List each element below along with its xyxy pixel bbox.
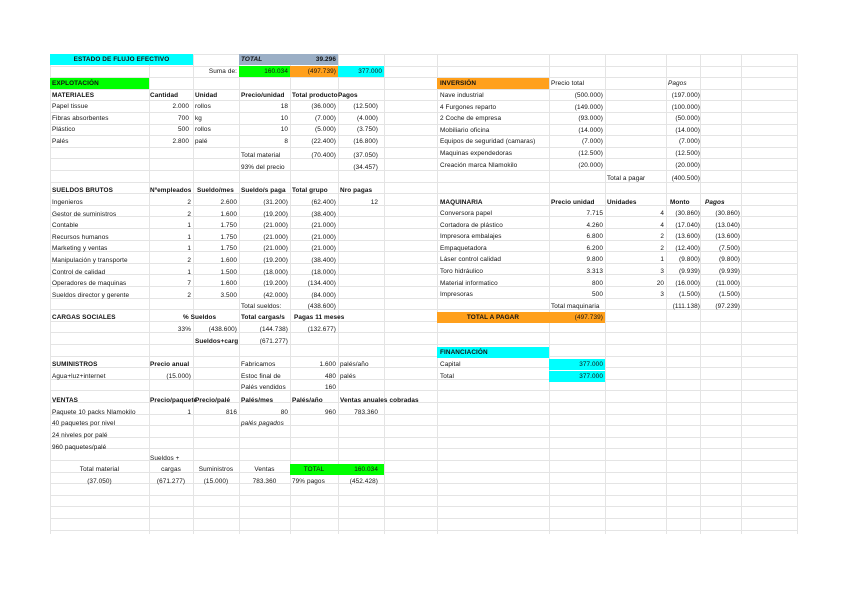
sue-row-paga: (21.000) <box>263 233 288 241</box>
sum-row-name: Agua+luz+internet <box>52 373 106 380</box>
mat-row-total: (36.000) <box>311 103 336 110</box>
sue-row-name: Gestor de suministros <box>52 210 117 218</box>
cargas-title: CARGAS SOCIALES <box>52 314 116 321</box>
res-h-5: 160.034 <box>354 466 378 473</box>
suma-label: Suma de: <box>208 68 237 75</box>
grid-row-line <box>50 518 797 519</box>
mat-h-0: MATERIALES <box>52 92 95 99</box>
sue-row-mes: 1.500 <box>220 268 237 276</box>
sue-row-n: 1 <box>187 268 191 276</box>
sue-row-paga: (31.200) <box>263 199 288 206</box>
maq-row-monto: (9.939) <box>679 268 700 275</box>
prod-unit: palés <box>340 372 356 380</box>
maq-row-price: 4.260 <box>586 221 603 229</box>
sum-title: SUMINISTROS <box>52 361 98 368</box>
mat-row-qty: 2.800 <box>172 137 189 145</box>
mat-row-name: Palés <box>52 137 69 145</box>
res-v-4: 79% pagos <box>292 478 325 485</box>
res-h-4: TOTAL <box>303 466 325 473</box>
maq-row-name: Toro hidráulico <box>440 268 484 275</box>
maq-row-units: 1 <box>660 256 664 264</box>
mat-row-total: (7.000) <box>315 114 336 122</box>
maq-row-monto: (12.400) <box>675 244 700 252</box>
res-v-5: (452.428) <box>349 478 378 485</box>
ven-h-2: Precio/palé <box>195 397 231 404</box>
maq-row-name: Láser control calidad <box>440 256 502 264</box>
mat-h-2: Unidad <box>195 92 218 99</box>
sue-row-total: (62.400) <box>311 199 336 206</box>
sue-row-n: 1 <box>187 245 191 253</box>
maq-h-3: Monto <box>670 199 690 206</box>
prod-label: Fabricamos <box>241 361 276 368</box>
sue-row-n: 2 <box>187 210 191 218</box>
ven-row-pm: 80 <box>280 409 288 416</box>
ven-note: palés pagados <box>241 420 284 427</box>
ven-row-va: 783.360 <box>354 409 378 416</box>
grid-row-line <box>50 344 797 345</box>
ven-h-3: Palés/mes <box>241 397 274 404</box>
maq-row-name: Material informatico <box>440 279 498 287</box>
inv-row-price: (12.500) <box>578 150 603 157</box>
grid-row-line <box>50 66 797 67</box>
inv-row-pagos: (20.000) <box>675 161 700 169</box>
cargas-value: (144.738) <box>259 326 288 333</box>
inv-row-name: Mobiliario oficina <box>440 126 490 134</box>
res-v-0: (37.050) <box>87 478 112 485</box>
mat-total-value: (70.400) <box>311 152 336 159</box>
sue-row-total: (18.000) <box>311 268 336 276</box>
fin-r1-label: Total <box>440 373 454 380</box>
sue-row-total: (84.000) <box>311 291 336 299</box>
ven-h-4: Palés/año <box>292 397 323 404</box>
sue-h-2: Sueldo/mes <box>197 187 234 194</box>
maq-row-pagos: (11.000) <box>715 279 740 287</box>
sue-row-total: (21.000) <box>311 222 336 230</box>
maq-row-units: 3 <box>660 268 664 275</box>
maq-row-units: 2 <box>660 244 664 252</box>
maq-row-price: 800 <box>592 279 603 287</box>
inv-row-pagos: (7.000) <box>679 138 700 146</box>
maq-row-pagos: (30.860) <box>715 210 740 217</box>
maq-h-2: Unidades <box>607 199 637 206</box>
maq-total-monto: (111.138) <box>672 303 700 310</box>
maq-row-name: Impresora embalajes <box>440 233 502 241</box>
sue-row-paga: (19.200) <box>263 280 288 288</box>
sue-h-4: Total grupo <box>292 187 328 194</box>
mat-row-price: 10 <box>280 126 288 134</box>
sue-row-name: Control de calidad <box>52 268 106 276</box>
fin-title: FINANCIACIÓN <box>440 349 488 356</box>
mat-row-pagos: (3.750) <box>357 126 378 134</box>
mat-row-unit: rollos <box>195 103 211 110</box>
grid-row-line <box>50 437 797 438</box>
tp-value: (497.739) <box>574 314 603 321</box>
sue-h-3: Sueldo/s paga <box>241 187 286 194</box>
maq-row-price: 9.800 <box>586 256 603 264</box>
sue-total-label: Total sueldos: <box>241 303 282 310</box>
prod-unit: palés/año <box>340 361 369 368</box>
prod-label: Palés vendidos <box>241 384 286 392</box>
res-h-3: Ventas <box>254 466 275 473</box>
inv-row-pagos: (50.000) <box>675 115 700 123</box>
inv-row-pagos: (12.500) <box>675 150 700 157</box>
grid-row-line <box>50 356 797 357</box>
inv-row-price: (93.000) <box>578 115 603 123</box>
maq-row-price: 7.715 <box>586 210 603 217</box>
mat-row-unit: palé <box>195 137 208 145</box>
res-top-1: Sueldos + <box>150 455 180 462</box>
ven-row-pp: 816 <box>226 409 237 416</box>
sue-row-name: Sueldos director y gerente <box>52 291 130 299</box>
sue-row-total: (38.400) <box>311 210 336 218</box>
maq-row-pagos: (1.500) <box>719 291 740 299</box>
mat-row-price: 18 <box>280 103 288 110</box>
mat-row-unit: kg <box>195 114 202 122</box>
sue-row-paga: (21.000) <box>263 222 288 230</box>
ven-h-0: VENTAS <box>52 397 79 404</box>
inv-row-price: (149.000) <box>574 103 603 111</box>
sc-value: (671.277) <box>259 338 288 345</box>
inv-row-pagos: (100.000) <box>671 103 700 111</box>
sue-row-total: (21.000) <box>311 245 336 253</box>
grid-col-line <box>797 54 798 534</box>
sue-row-mes: 1.600 <box>220 257 237 264</box>
sue-row-mes: 3.500 <box>220 291 237 299</box>
maq-row-units: 4 <box>660 221 664 229</box>
sue-row-paga: (18.000) <box>263 268 288 276</box>
res-v-2: (15.000) <box>203 478 229 485</box>
maq-row-name: Cortadora de plástico <box>440 221 503 229</box>
sue-row-n: 1 <box>187 233 191 241</box>
inv-row-price: (20.000) <box>578 161 603 169</box>
maq-row-price: 500 <box>592 291 603 299</box>
mat-row-name: Plástico <box>52 126 76 134</box>
mat-total-label: Total material <box>241 152 281 159</box>
maq-row-monto: (16.000) <box>675 279 700 287</box>
sue-row-mes: 1.600 <box>220 280 237 288</box>
grid-row-line <box>50 425 797 426</box>
maq-row-monto: (17.040) <box>675 221 700 229</box>
prod-label: Estoc final de <box>241 372 281 380</box>
inv-row-pagos: (197.000) <box>671 92 700 99</box>
mat-total-pagos: (37.050) <box>353 152 378 159</box>
inv-pagos-label: Pagos <box>668 80 687 87</box>
maq-row-pagos: (9.800) <box>719 256 740 264</box>
sue-row-n: 1 <box>187 222 191 230</box>
maq-total-pagos: (97.239) <box>715 303 740 310</box>
mat-h-1: Cantidad <box>150 92 179 99</box>
suma-2: (497.739) <box>307 68 336 75</box>
mat-row-qty: 500 <box>178 126 189 134</box>
sue-row-total: (38.400) <box>311 257 336 264</box>
sue-row-mes: 1.600 <box>220 210 237 218</box>
grid-col-line <box>50 54 51 534</box>
ven-line-2: 960 paquetes/palé <box>52 444 107 451</box>
suma-1: 160.034 <box>264 68 288 75</box>
inv-row-name: Creación marca Nlamokilo <box>440 161 518 169</box>
sue-row-n: 7 <box>187 280 191 288</box>
sue-total-value: (438.600) <box>307 303 336 310</box>
sheet-title: ESTADO DE FLUJO EFECTIVO <box>73 56 170 63</box>
mat-row-pagos: (4.000) <box>357 114 378 122</box>
maq-row-name: Conversora papel <box>440 210 493 217</box>
inv-total-value: (400.500) <box>671 175 700 182</box>
maq-row-monto: (30.860) <box>675 210 700 217</box>
grid-col-line <box>437 54 438 534</box>
mat-row-total: (5.000) <box>315 126 336 134</box>
sue-row-name: Manipulación y transporte <box>52 257 128 264</box>
tp-label: TOTAL A PAGAR <box>466 314 520 321</box>
maq-h-1: Precio unidad <box>551 199 595 206</box>
cargas-pct: 33% <box>177 326 191 333</box>
maq-h-0: MAQUINARIA <box>440 199 483 206</box>
mat-row-unit: rollos <box>195 126 211 134</box>
maq-row-price: 3.313 <box>586 268 603 275</box>
fin-r0-value: 377.000 <box>579 361 603 368</box>
ven-line-1: 24 niveles por palé <box>52 432 108 439</box>
sue-row-n: 2 <box>187 291 191 299</box>
cargas-total-label: Total cargas/s <box>241 314 285 321</box>
maq-row-monto: (9.800) <box>679 256 700 264</box>
inv-row-price: (14.000) <box>578 126 603 134</box>
res-v-1: (671.277) <box>156 478 186 485</box>
maq-row-units: 3 <box>660 291 664 299</box>
sue-h-5: Nro pagas <box>340 187 373 194</box>
maq-row-units: 20 <box>656 279 664 287</box>
inv-row-name: Equipos de seguridad (camaras) <box>440 138 536 146</box>
inv-row-name: Nave industrial <box>440 92 484 99</box>
inv-row-price: (500.000) <box>574 92 603 99</box>
ven-line-0: 40 paquetes por nivel <box>52 420 116 427</box>
maq-row-pagos: (7.500) <box>719 244 740 252</box>
sue-row-n: 2 <box>187 257 191 264</box>
mat-pct-value: (34.457) <box>353 164 378 171</box>
sue-row-name: Recursos humanos <box>52 233 109 241</box>
sue-row-paga: (19.200) <box>263 257 288 264</box>
total-value: 39.296 <box>315 56 336 63</box>
inv-row-pagos: (14.000) <box>675 126 700 134</box>
explotacion-title: EXPLOTACIÓN <box>52 80 99 87</box>
prod-value: 480 <box>325 372 336 380</box>
maq-row-pagos: (13.600) <box>715 233 740 241</box>
maq-row-units: 2 <box>660 233 664 241</box>
maq-row-name: Impresoras <box>440 291 473 299</box>
nro-pagas: 12 <box>370 199 378 206</box>
cargas-pct-label: % Sueldos <box>183 314 217 321</box>
cargas-pagas: (132.677) <box>307 326 336 333</box>
mat-row-pagos: (16.800) <box>353 137 378 145</box>
sue-row-name: Operadores de maquinas <box>52 280 127 288</box>
res-v-3: 783.360 <box>252 478 277 485</box>
inv-row-name: Maquinas expendedoras <box>440 150 513 157</box>
inv-row-name: 4 Furgones reparto <box>440 103 497 111</box>
maq-row-name: Empaquetadora <box>440 244 487 252</box>
fin-r1-value: 377.000 <box>579 373 603 380</box>
sue-h-0: SUELDOS BRUTOS <box>52 187 113 194</box>
res-h-1: cargas <box>161 466 181 473</box>
total-label: TOTAL <box>241 56 263 63</box>
sue-h-1: Nºempleados <box>150 187 192 194</box>
mat-h-3: Precio/unidad <box>241 92 285 99</box>
ven-row-name: Paquete 10 packs Nlamokilo <box>52 409 136 416</box>
res-h-2: Suministros <box>198 466 234 473</box>
ven-row-pq: 1 <box>187 409 191 416</box>
sue-row-mes: 2.600 <box>220 199 237 206</box>
sue-row-total: (21.000) <box>311 233 336 241</box>
fin-r0-label: Capital <box>440 361 461 368</box>
sue-row-n: 2 <box>187 199 191 206</box>
mat-h-4: Total producto <box>292 92 338 99</box>
maq-row-monto: (1.500) <box>679 291 700 299</box>
mat-row-name: Papel tissue <box>52 103 89 110</box>
mat-row-total: (22.400) <box>311 137 336 145</box>
grid-row-line <box>50 321 797 322</box>
ven-h-5: Ventas anuales cobradas <box>340 397 419 404</box>
maq-total-label: Total maquinaria <box>551 303 600 310</box>
res-h-0: Total material <box>79 466 120 473</box>
maq-row-units: 4 <box>660 210 664 217</box>
inv-price-label: Precio total <box>551 80 585 87</box>
mat-row-qty: 700 <box>178 114 189 122</box>
maq-row-price: 6.800 <box>586 233 603 241</box>
maq-row-pagos: (9.939) <box>719 268 740 275</box>
sue-row-mes: 1.750 <box>220 222 237 230</box>
mat-row-pagos: (12.500) <box>353 103 378 110</box>
sum-row-value: (15.000) <box>166 373 191 380</box>
mat-row-price: 8 <box>284 137 288 145</box>
cargas-base: (438.600) <box>208 326 237 333</box>
grid-row-line <box>50 506 797 507</box>
sue-row-mes: 1.750 <box>220 233 237 241</box>
grid-row-line <box>50 530 797 531</box>
grid-col-line <box>741 54 742 534</box>
sue-row-paga: (19.200) <box>263 210 288 218</box>
sue-row-name: Marketing y ventas <box>52 245 108 253</box>
grid-row-line <box>50 448 797 449</box>
cargas-pagas-label: Pagas 11 meses <box>294 314 345 321</box>
prod-value: 1.600 <box>319 361 336 368</box>
sue-row-name: Ingenieros <box>52 199 83 206</box>
maq-row-monto: (13.600) <box>675 233 700 241</box>
grid-col-line <box>384 54 385 534</box>
sue-row-total: (134.400) <box>307 280 336 288</box>
mat-pct-label: 93% del precio <box>241 164 285 171</box>
prod-value: 160 <box>325 384 336 392</box>
grid-row-line <box>50 495 797 496</box>
sum-price-label: Precio anual <box>150 361 190 368</box>
maq-row-price: 6.200 <box>586 244 603 252</box>
mat-row-qty: 2.000 <box>172 103 189 110</box>
sue-row-name: Contable <box>52 222 79 230</box>
ven-row-pa: 960 <box>325 409 336 416</box>
sue-row-paga: (42.000) <box>263 291 288 299</box>
sue-row-mes: 1.750 <box>220 245 237 253</box>
mat-row-name: Fibras absorbentes <box>52 114 109 122</box>
grid-row-line <box>50 390 797 391</box>
maq-row-pagos: (13.040) <box>715 221 740 229</box>
inv-total-label: Total a pagar <box>607 175 646 182</box>
inv-row-name: 2 Coche de empresa <box>440 115 502 123</box>
suma-3: 377.000 <box>358 68 382 75</box>
inv-row-price: (7.000) <box>582 138 603 146</box>
mat-h-5: Pagos <box>338 92 358 99</box>
sue-row-paga: (21.000) <box>263 245 288 253</box>
ven-h-1: Precio/paquete <box>150 397 198 404</box>
inversion-title: INVERSIÓN <box>440 80 477 87</box>
mat-row-price: 10 <box>280 114 288 122</box>
sc-label: Sueldos+carg <box>195 338 239 345</box>
maq-h-4: Pagos <box>705 199 725 206</box>
